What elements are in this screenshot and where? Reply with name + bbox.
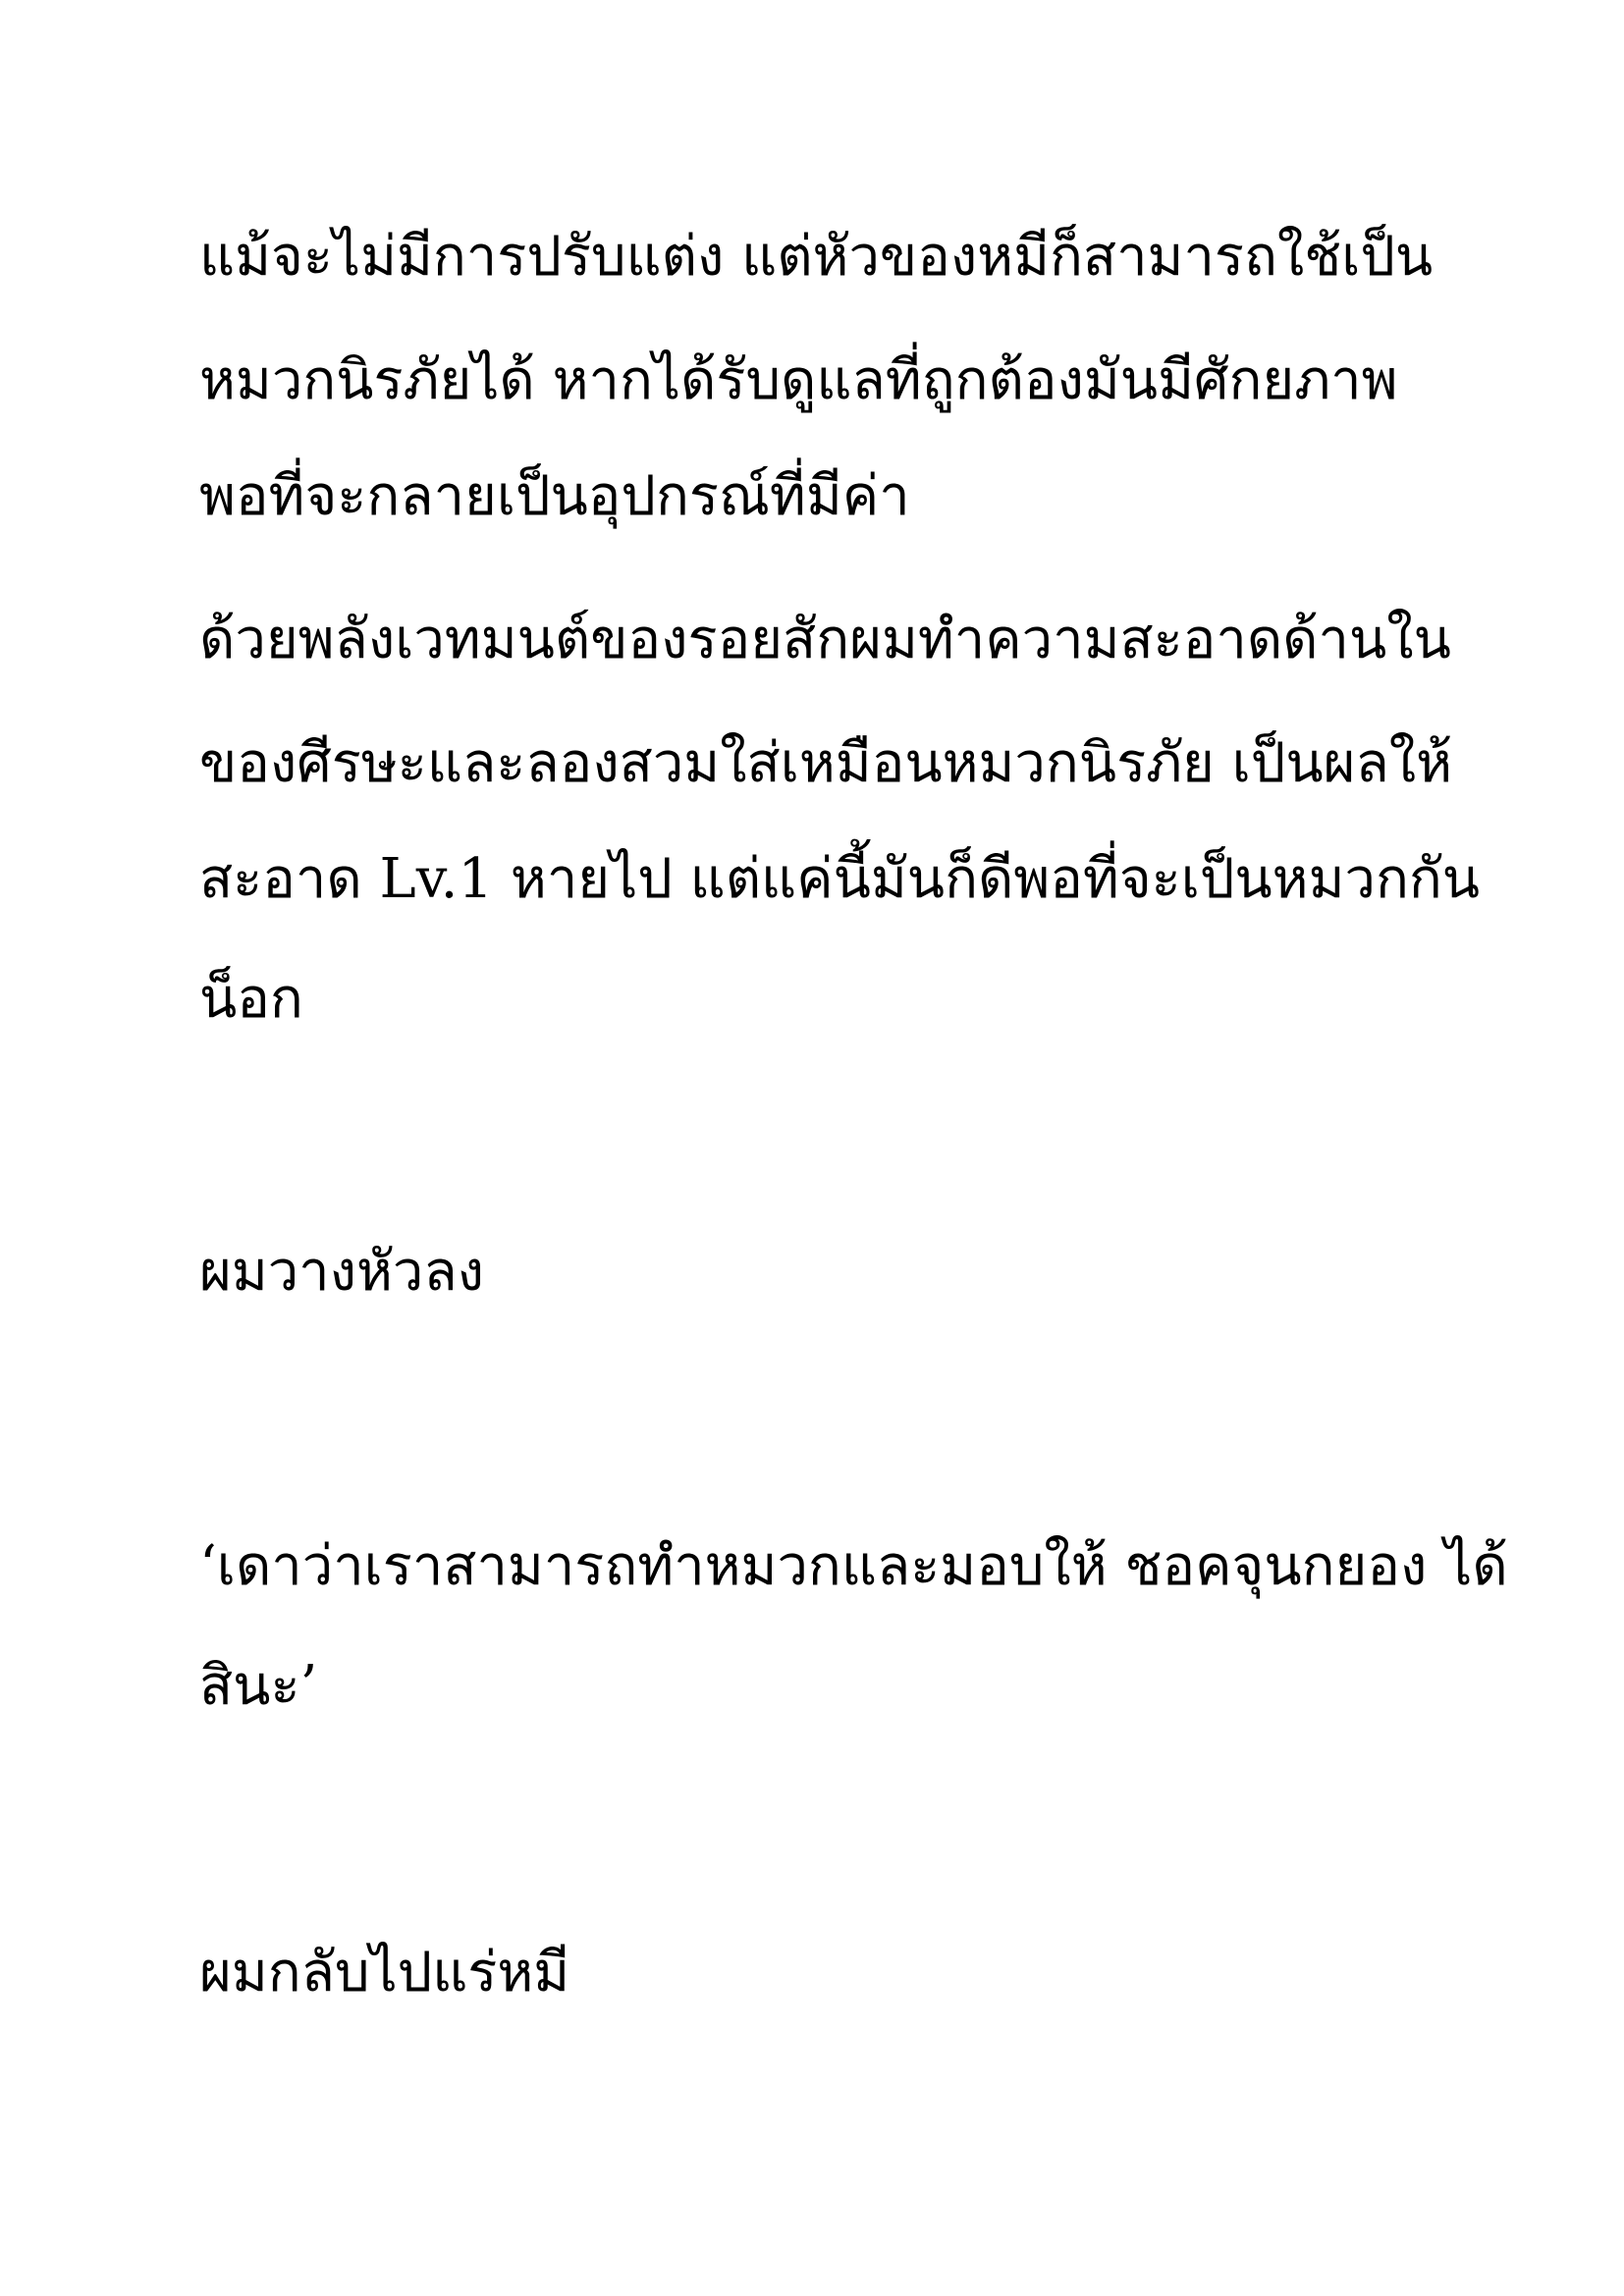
- paragraph-2-line-3: สะอาด Lv.1 หายไป แต่แค่นี้มันก็ดีพอที่จะเป็นหมวกกัน: [199, 847, 1481, 911]
- paragraph-1-line-1: แม้จะไม่มีการปรับแต่ง แต่หัวของหมีก็สามารถใช้เป็น: [199, 225, 1434, 289]
- paragraph-3-line-1: ผมวางหัวลง: [199, 1240, 484, 1304]
- paragraph-2-line-1: ด้วยพลังเวทมนต์ของรอยสักผมทำความสะอาดด้านใน: [199, 608, 1451, 671]
- paragraph-1-line-3: พอที่จะกลายเป็นอุปกรณ์ที่มีค่า: [199, 464, 910, 528]
- paragraph-1-line-2: หมวกนิรภัยได้ หากได้รับดูแลที่ถูกต้องมันมีศักยภาพ: [199, 348, 1398, 412]
- paragraph-5-line-1: ผมกลับไปแร่หมี: [199, 1941, 570, 2004]
- paragraph-4-line-1: ‘เดาว่าเราสามารถทำหมวกและมอบให้ ชอคจุนกยอง ได้: [199, 1534, 1508, 1598]
- paragraph-4-line-2: สินะ’: [199, 1654, 318, 1718]
- paragraph-2-line-2: ของศีรษะและลองสวมใส่เหมือนหมวกนิรภัย เป็นผลให้: [199, 731, 1453, 795]
- paragraph-2-line-4: น็อก: [199, 967, 303, 1031]
